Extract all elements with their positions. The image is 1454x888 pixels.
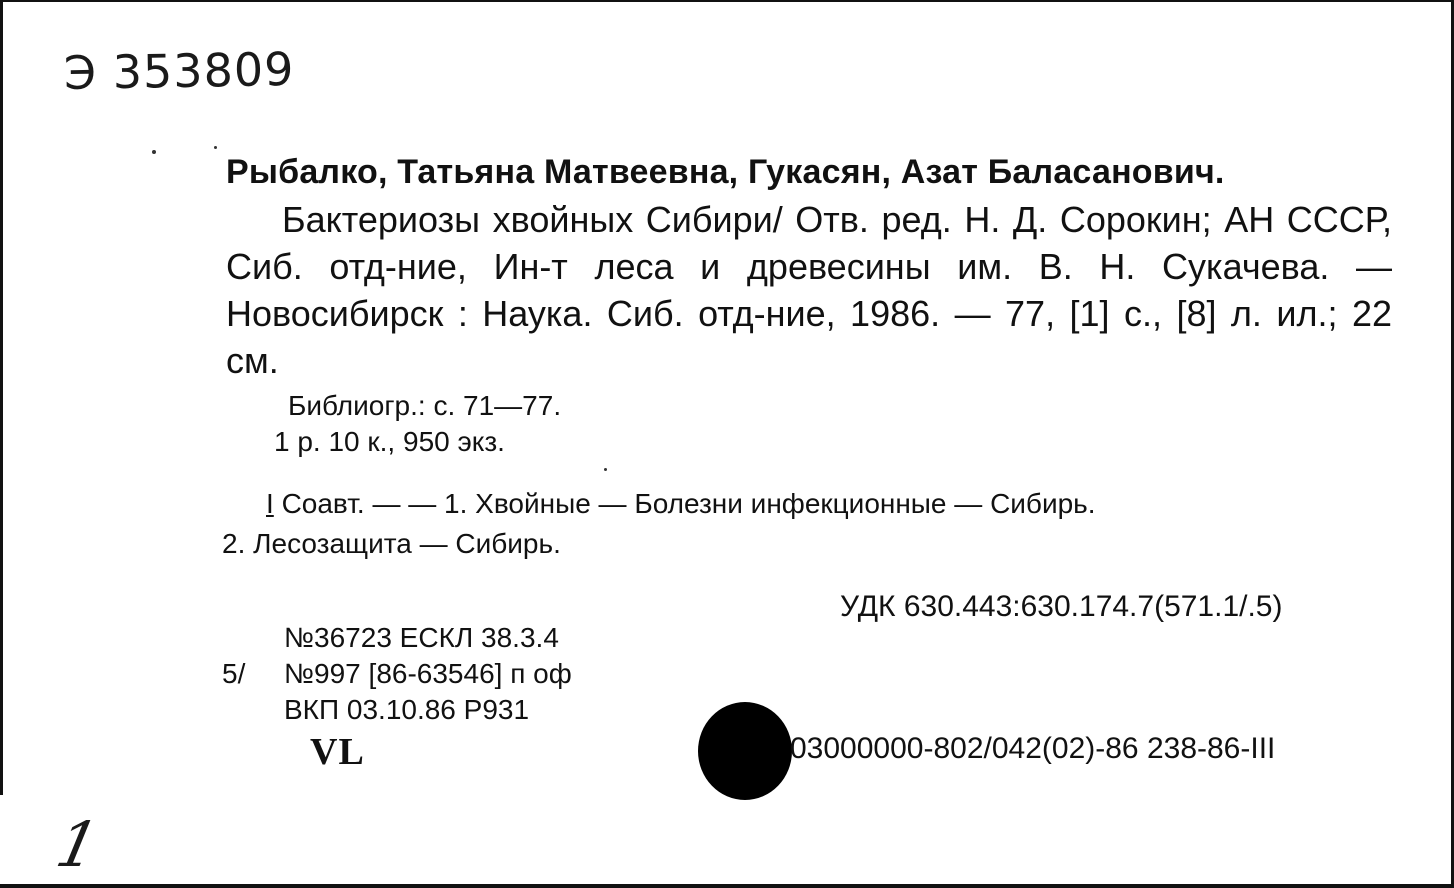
subject-tracings [222,484,1390,564]
inventory-number: Э 353809 [63,41,295,101]
card-border-bottom [0,884,1454,888]
price-note: 1 р. 10 к., 950 экз. [274,426,505,457]
speck [152,150,156,154]
record-main [226,148,1392,460]
card-border-left [0,0,3,795]
authors-heading: Рыбалко, Татьяна Матвеевна, Гукасян, Азат Баласанович. [226,153,1225,191]
vl-mark: VL [310,731,365,773]
bibliography-note: Библиогр.: с. 71—77. [288,390,562,421]
catalog-row-1: №36723 ЕСКЛ 38.3.4 [284,622,559,653]
punched-hole [698,702,792,800]
catalog-info [222,620,572,728]
speck [604,468,607,471]
catalog-row-2 [222,656,572,692]
card-border-top [0,0,1454,2]
subject-line-1-text: Соавт. — — 1. Хвойные — Болезни инфекционные — Сибирь. [281,488,1096,519]
subject-line-1 [222,484,1390,524]
udk-code: УДК 630.443:630.174.7(571.1/.5) [840,590,1283,623]
speck [214,146,217,149]
catalog-row-2-text: №997 [86-63546] п оф [284,658,572,689]
subject-line-2: 2. Лесозащита — Сибирь. [222,528,561,559]
tracing-marker: I [266,488,274,519]
title-description: Бактериозы хвойных Сибири/ Отв. ред. Н. Д. Сорокин; АН СССР, Сиб. отд-ние, Ин-т леса и древесины им. В. Н. Сукачева. — Новосибирск : Наука. Сиб. отд-ние, 1986. — 77, [1] с., [8] л. ил.; 22 см. [226,199,1392,381]
handwritten-number: 1 [50,808,106,881]
catalog-row-3: ВКП 03.10.86 Р931 [284,694,530,725]
catalog-row-2-prefix: 5/ [222,658,246,689]
classification-code: 03000000-802/042(02)-86 238-86-III [790,732,1276,765]
